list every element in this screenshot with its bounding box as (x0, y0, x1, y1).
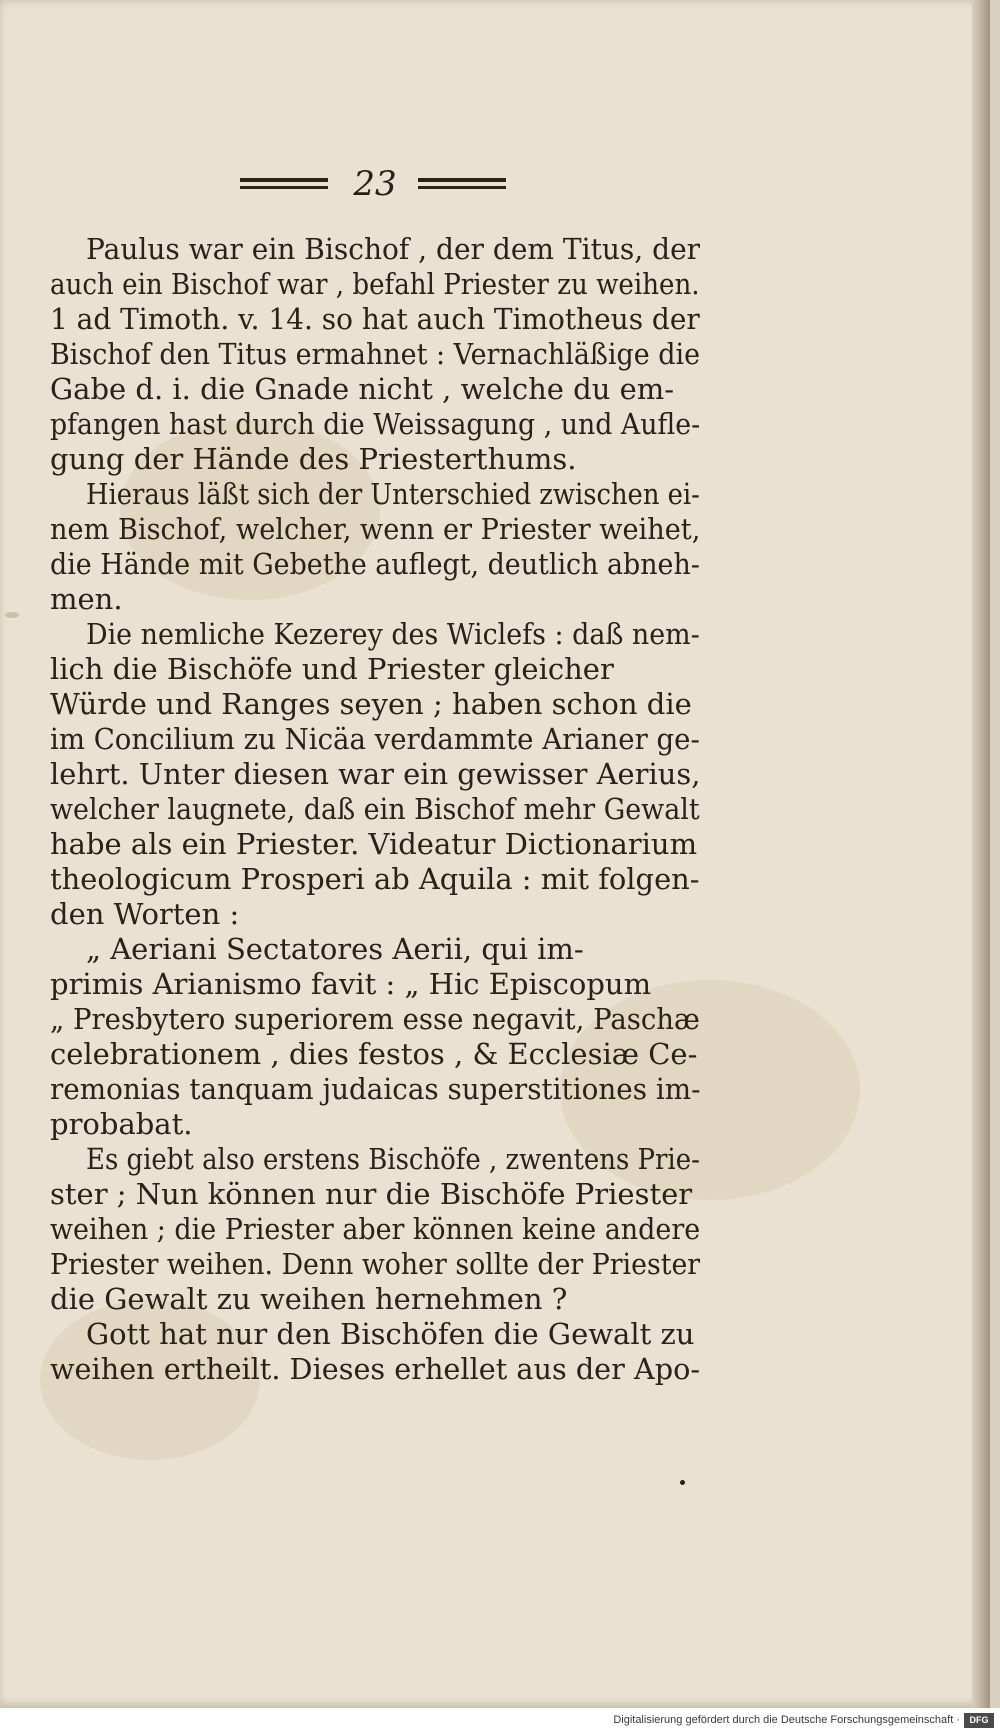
text-line: men. (50, 582, 123, 616)
text-line: Bischof den Titus ermahnet : Vernachläßige die (50, 337, 701, 371)
text-line: Gott hat nur den Bischöfen die Gewalt zu (86, 1317, 695, 1351)
text-line: nem Bischof, welcher, wenn er Priester weihet, (50, 512, 701, 546)
text-line: celebrationem , dies festos , & Ecclesiæ Ce- (50, 1037, 698, 1071)
header-rule-left (240, 178, 328, 192)
dfg-logo: DFG (964, 1713, 994, 1728)
text-line: Würde und Ranges seyen ; haben schon die (50, 687, 692, 721)
ink-mark (5, 612, 19, 618)
text-line: Gabe d. i. die Gnade nicht , welche du em- (50, 372, 675, 406)
text-line: gung der Hände des Priesterthums. (50, 442, 577, 476)
text-line: die Hände mit Gebethe auflegt, deutlich abneh- (50, 547, 700, 581)
text-line: die Gewalt zu weihen hernehmen ? (50, 1282, 568, 1316)
text-line: primis Arianismo favit : „ Hic Episcopum (50, 967, 652, 1001)
text-line: den Worten : (50, 897, 240, 931)
text-line: lehrt. Unter diesen war ein gewisser Aerius, (50, 757, 701, 791)
page-edge (972, 0, 990, 1708)
text-line: theologicum Prosperi ab Aquila : mit folgen- (50, 862, 700, 896)
text-line: Es giebt also erstens Bischöfe , zwentens Prie- (86, 1142, 700, 1176)
footer-credit: Digitalisierung gefördert durch die Deutsche Forschungsgemeinschaft · (613, 1714, 960, 1726)
text-line: „ Presbytero superiorem esse negavit, Paschæ (50, 1002, 700, 1036)
page-header (0, 164, 985, 208)
text-line: weihen ; die Priester aber können keine andere (50, 1212, 701, 1246)
text-line: pfangen hast durch die Weissagung , und Aufle- (50, 407, 701, 441)
text-line: „ Aeriani Sectatores Aerii, qui im- (86, 932, 584, 966)
text-line: Die nemliche Kezerey des Wiclefs : daß nem- (86, 617, 700, 651)
text-line: auch ein Bischof war , befahl Priester zu weihen. (50, 267, 700, 301)
ink-mark (680, 1480, 685, 1485)
text-line: habe als ein Priester. Videatur Dictionarium (50, 827, 698, 861)
header-rule-right (418, 178, 506, 192)
text-line: Paulus war ein Bischof , der dem Titus, der (86, 232, 701, 266)
text-line: weihen ertheilt. Dieses erhellet aus der Apo- (50, 1352, 701, 1386)
text-line: 1 ad Timoth. v. 14. so hat auch Timotheus der (50, 302, 700, 336)
text-line: im Concilium zu Nicäa verdammte Arianer ge- (50, 722, 700, 756)
text-line: probabat. (50, 1107, 193, 1141)
page-number: 23 (353, 164, 397, 204)
text-line: Priester weihen. Denn woher sollte der Priester (50, 1247, 701, 1281)
text-line: welcher laugnete, daß ein Bischof mehr Gewalt (50, 792, 700, 826)
text-line: ster ; Nun können nur die Bischöfe Priester (50, 1177, 693, 1211)
text-line: lich die Bischöfe und Priester gleicher (50, 652, 614, 686)
digitization-footer (0, 1708, 1000, 1736)
text-line: remonias tanquam judaicas superstitiones im- (50, 1072, 701, 1106)
text-line: Hieraus läßt sich der Unterschied zwischen ei- (86, 477, 700, 511)
